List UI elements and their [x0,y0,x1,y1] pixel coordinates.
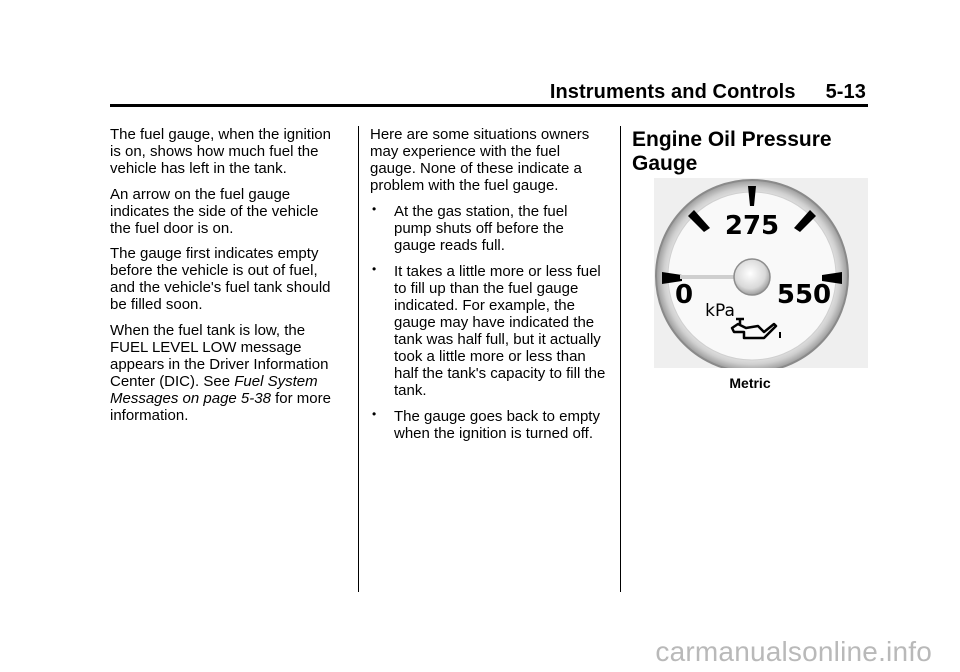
paragraph: The gauge first indicates empty before the vehicle is out of fuel, and the vehicle's fuel tank should be filled soon. [110,245,331,313]
column-2 [370,126,606,451]
running-header [550,81,866,104]
section-title-header: Instruments and Controls [549,81,796,103]
paragraph: An arrow on the fuel gauge indicates the side of the vehicle the fuel door is on. [110,185,319,237]
cross-reference-link[interactable]: Fuel System Messages on page 5-38 [110,372,318,407]
list-item [370,203,606,254]
section-heading: Engine Oil Pressure Gauge [632,128,832,175]
column-divider [358,126,359,592]
bullet-icon: • [372,201,377,216]
gauge-label-min: 0 [674,280,694,310]
list-item [370,263,606,399]
list-item [370,408,606,442]
figure-caption: Metric [729,375,771,391]
paragraph-text: When the fuel tank is low, the FUEL LEVEL LOW message appears in the Driver Information Center (DIC). See [110,321,329,390]
column-divider [620,126,621,592]
gauge-label-max: 550 [776,280,832,310]
bullet-icon: • [372,261,377,276]
gauge-svg [654,178,868,368]
paragraph: Here are some situations owners may experience with the fuel gauge. None of these indicate a problem with the fuel gauge. [370,126,590,194]
list-item-text: The gauge goes back to empty when the ignition is turned off. [394,407,600,442]
gauge-unit: kPa [705,301,735,321]
column-1 [110,126,342,432]
paragraph [110,322,342,424]
header-rule [110,104,868,107]
paragraph: The fuel gauge, when the ignition is on, shows how much fuel the vehicle has left in the tank. [110,126,331,177]
bullet-list [370,203,606,442]
gauge-hub [734,259,770,295]
oil-pressure-gauge-figure [654,178,868,368]
paragraph-text: for more information. [110,389,331,424]
page-number: 5-13 [825,81,866,103]
gauge-label-mid: 275 [724,211,780,241]
list-item-text: At the gas station, the fuel pump shuts off before the gauge reads full. [394,202,568,254]
watermark: carmanualsonline.info [655,636,932,667]
column-3 [632,126,868,176]
bullet-icon: • [372,406,377,421]
list-item-text: It takes a little more or less fuel to fill up than the fuel gauge indicated. For example, the gauge may have indicated the tank was half full, but it actually took a little more or less than half the tank's capacity to fill the tank. [394,262,606,399]
